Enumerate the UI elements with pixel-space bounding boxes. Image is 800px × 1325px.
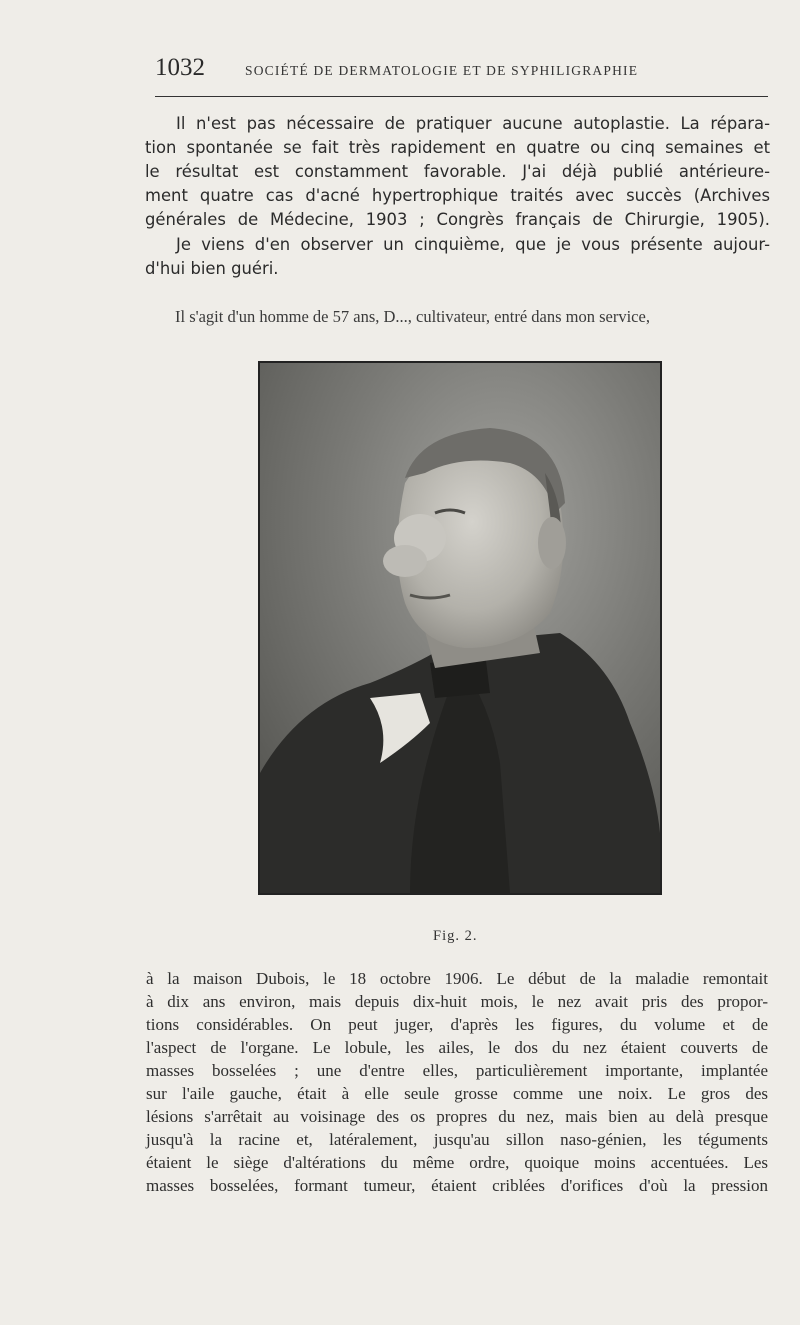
running-title: SOCIÉTÉ DE DERMATOLOGIE ET DE SYPHILIGRAPHIE — [245, 63, 639, 78]
text-line: Il s'agit d'un homme de 57 ans, D..., cultivateur, entré dans mon service, — [175, 307, 650, 326]
text-line: masses bosselées ; une d'entre elles, particulièrement importante, implantée — [146, 1061, 768, 1080]
text-line: tion spontanée se fait très rapidement en quatre ou cinq semaines et — [145, 138, 770, 157]
text-line: ment quatre cas d'acné hypertrophique traités avec succès (Archives — [145, 186, 770, 205]
text-line: étaient le siège d'altérations du même ordre, quoique moins accentuées. Les — [146, 1153, 768, 1172]
text-line: jusqu'à la racine et, latéralement, jusqu'au sillon naso-génien, les téguments — [146, 1130, 768, 1149]
header-rule — [155, 96, 768, 97]
text-line: l'aspect de l'organe. Le lobule, les ailes, le dos du nez étaient couverts de — [146, 1038, 768, 1057]
text-line: Il n'est pas nécessaire de pratiquer aucune autoplastie. La répara- — [176, 114, 770, 133]
text-line: générales de Médecine, 1903 ; Congrès français de Chirurgie, 1905). — [145, 210, 770, 229]
text-line: tions considérables. On peut juger, d'après les figures, du volume et de — [146, 1015, 768, 1034]
text-line: le résultat est constamment favorable. J'ai déjà publié antérieure- — [145, 162, 770, 181]
text-line: d'hui bien guéri. — [145, 259, 279, 278]
text-line: à dix ans environ, mais depuis dix-huit mois, le nez avait pris des propor- — [146, 992, 768, 1011]
text-line: lésions s'arrêtait au voisinage des os propres du nez, mais bien au delà presque — [146, 1107, 768, 1126]
text-line: Je viens d'en observer un cinquième, que je vous présente aujour- — [176, 235, 770, 254]
figure-caption: Fig. 2. — [433, 928, 478, 944]
portrait-illustration — [260, 363, 660, 893]
portrait-photograph — [258, 361, 662, 895]
running-header — [155, 54, 768, 94]
text-line: masses bosselées, formant tumeur, étaient criblées d'orifices d'où la pression — [146, 1176, 768, 1195]
page-number: 1032 — [155, 54, 205, 81]
text-line: sur l'aile gauche, était à elle seule grosse comme une noix. Le gros des — [146, 1084, 768, 1103]
text-line: à la maison Dubois, le 18 octobre 1906. Le début de la maladie remontait — [146, 969, 768, 988]
